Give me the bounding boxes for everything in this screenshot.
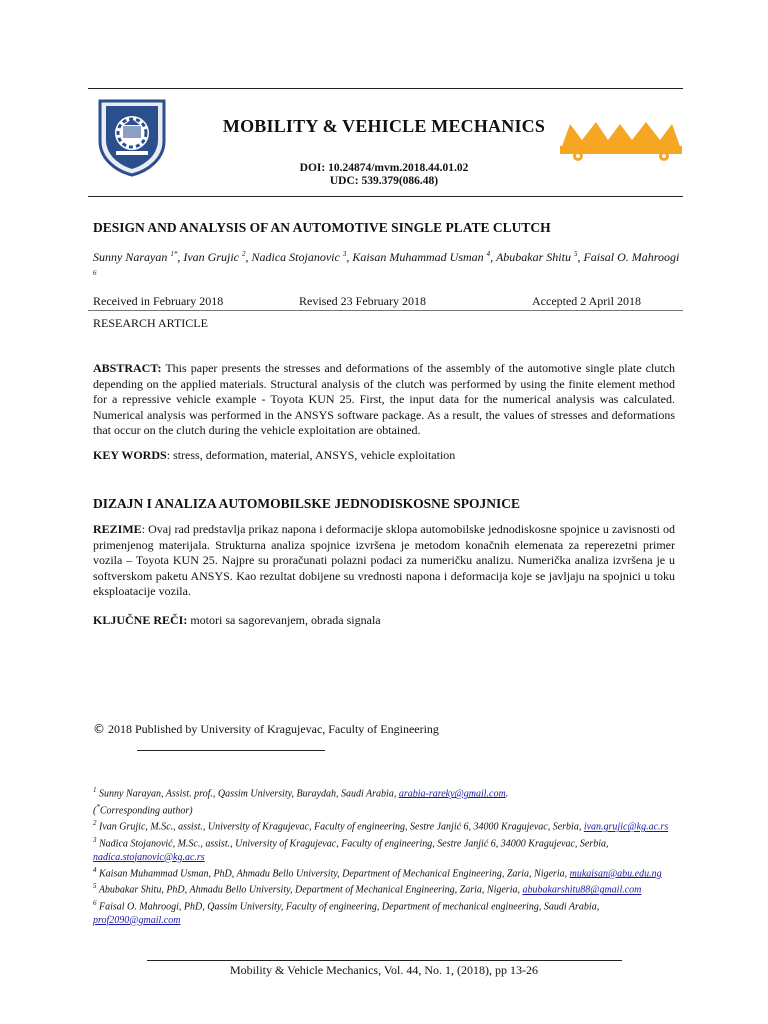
rezime-label: REZIME <box>93 522 142 536</box>
footnote-marker: 2 <box>93 819 97 828</box>
abstract-text: This paper presents the stresses and deformations of the assembly of the automotive single plate clutch depending on the applied materials. Structural analysis of the clutch was performed by using the finite element method for a repressive vehicle example - Toyota KUN 25. First, the input data for the numerical analysis was calculated. Numerical analysis was performed in the ANSYS software package. As a result, the values of stresses and deformations that occur on the clutch during the vehicle exploitation are obtained. <box>93 361 675 437</box>
kljucne-text: motori sa sagorevanjem, obrada signala <box>187 613 381 627</box>
abstract <box>93 361 675 439</box>
footnote-marker: * <box>96 802 100 811</box>
keywords-label: KEY WORDS <box>93 448 167 462</box>
accepted-date: Accepted 2 April 2018 <box>532 294 641 308</box>
author-separator: , <box>490 250 496 264</box>
published-text: 2018 Published by University of Kragujevac, Faculty of Engineering <box>105 722 439 736</box>
author-separator: , <box>577 250 584 264</box>
author-affiliation-marker: 5 <box>573 250 578 258</box>
author-affiliation-marker: 1* <box>170 250 178 258</box>
footnote-email-link[interactable]: prof2090@gmail.com <box>93 914 181 926</box>
footnote-email-link[interactable]: nadica.stojanovic@kg.ac.rs <box>93 851 205 863</box>
serbian-title: DIZAJN I ANALIZA AUTOMOBILSKE JEDNODISKOSNE SPOJNICE <box>93 496 520 511</box>
abstract-label: ABSTRACT: <box>93 361 162 375</box>
footnote-item <box>93 834 675 864</box>
footnote-email-link[interactable]: mukaisan@abu.edu.ng <box>569 868 662 880</box>
footer-rule <box>147 960 622 961</box>
footnotes <box>93 784 675 927</box>
article-type: RESEARCH ARTICLE <box>93 316 208 330</box>
footnote-item <box>93 817 675 834</box>
author-name: Sunny Narayan <box>93 250 171 264</box>
footnote-item <box>93 864 675 881</box>
footnote-marker: 1 <box>93 786 97 794</box>
author-separator: , <box>346 250 353 264</box>
author-affiliation-marker: 6 <box>93 269 97 277</box>
footnote-text: Abubakar Shitu, PhD, Ahmadu Bello University, Department of Mechanical Engineering, Zaria, Nigeria, <box>96 884 523 896</box>
header-top-rule <box>88 88 683 89</box>
footnote-item <box>93 801 675 818</box>
kljucne-label: KLJUČNE REČI: <box>93 613 188 627</box>
footnote-marker: 6 <box>93 899 97 908</box>
footnote-text: Kaisan Muhammad Usman, PhD, Ahmadu Bello University, Department of Mechanical Engineering, Zaria, Nigeria, <box>96 868 570 880</box>
copyright-symbol: © <box>93 722 105 736</box>
rezime-text: : Ovaj rad predstavlja prikaz napona i deformacije sklopa automobilske jednodiskosne spojnice u zavisnosti od primenjenog materijala. Strukturna analiza spojnice izvršena je metodom konačnih elemenata za reperezetni primer vozila – Toyota KUN 25. Najpre su proračunati polazni podaci za numeričku analizu. Numerička analiza izvršena je u softverskom paketu ANSYS. Kao rezultat dobijene su vrednosti napona i deformacija koje se javljaju na spojnici u toku eksploatacije vozila. <box>93 522 675 598</box>
footnote-marker: 4 <box>93 865 97 874</box>
paper-title: DESIGN AND ANALYSIS OF AN AUTOMOTIVE SINGLE PLATE CLUTCH <box>93 220 551 235</box>
author-separator: , <box>245 250 252 264</box>
footnote-tail: . <box>505 788 509 800</box>
footnote-email-link[interactable]: abubakarshitu88@gmail.com <box>522 884 642 896</box>
footnote-rule <box>137 750 325 751</box>
footnote-email-link[interactable]: arabia-rareky@gmail.com <box>398 788 506 800</box>
footnote-text: Faisal O. Mahroogi, PhD, Qassim University, Faculty of engineering, Department of mechanical engineering, Saudi Arabia, <box>96 901 600 913</box>
footnote-item <box>93 784 675 801</box>
doi-text: DOI: 10.24874/mvm.2018.44.01.02 <box>299 162 469 174</box>
footnote-text: Nadica Stojanović, M.Sc., assist., University of Kragujevac, Faculty of engineering, Sestre Janjić 6, 34000 Kragujevac, Serbia, <box>96 838 609 850</box>
received-date: Received in February 2018 <box>93 294 224 308</box>
author-separator: , <box>177 250 184 264</box>
revised-date: Revised 23 February 2018 <box>299 294 426 308</box>
author-affiliation-marker: 3 <box>342 250 347 258</box>
author-name: Abubakar Shitu <box>495 250 574 264</box>
doi-block <box>0 162 768 188</box>
footnote-marker: 3 <box>93 835 97 844</box>
published-notice <box>93 722 439 737</box>
author-name: Faisal O. Mahroogi <box>583 250 680 264</box>
keywords-text: : stress, deformation, material, ANSYS, vehicle exploitation <box>166 448 456 462</box>
author-affiliation-marker: 4 <box>486 250 491 258</box>
kljucne-reci <box>93 613 675 628</box>
author-name: Ivan Grujic <box>183 250 242 264</box>
footnote-prefix: ( <box>93 804 97 816</box>
journal-title: MOBILITY & VEHICLE MECHANICS <box>222 116 546 136</box>
footnote-marker: 5 <box>93 882 97 891</box>
footnote-item <box>93 880 675 897</box>
author-list <box>93 246 683 284</box>
footnote-item <box>93 897 675 927</box>
author-affiliation-marker: 2 <box>241 250 246 258</box>
author-name: Kaisan Muhammad Usman <box>352 250 487 264</box>
author-name: Nadica Stojanovic <box>251 250 343 264</box>
footnote-text: Ivan Grujic, M.Sc., assist., University of Kragujevac, Faculty of engineering, Sestre Janjić 6, 34000 Kragujevac, Serbia, <box>96 821 584 833</box>
dates-rule <box>88 310 683 311</box>
footnote-text: Sunny Narayan, Assist. prof., Qassim University, Buraydah, Saudi Arabia, <box>96 788 399 800</box>
footnote-email-link[interactable]: ivan.grujic@kg.ac.rs <box>583 821 669 833</box>
keywords <box>93 448 675 463</box>
footnote-text: Corresponding author) <box>99 804 193 816</box>
rezime <box>93 522 675 600</box>
header-bottom-rule <box>88 196 683 197</box>
journal-footer: Mobility & Vehicle Mechanics, Vol. 44, No. 1, (2018), pp 13-26 <box>230 963 538 977</box>
udc-text: UDC: 539.379(086.48) <box>329 175 439 187</box>
